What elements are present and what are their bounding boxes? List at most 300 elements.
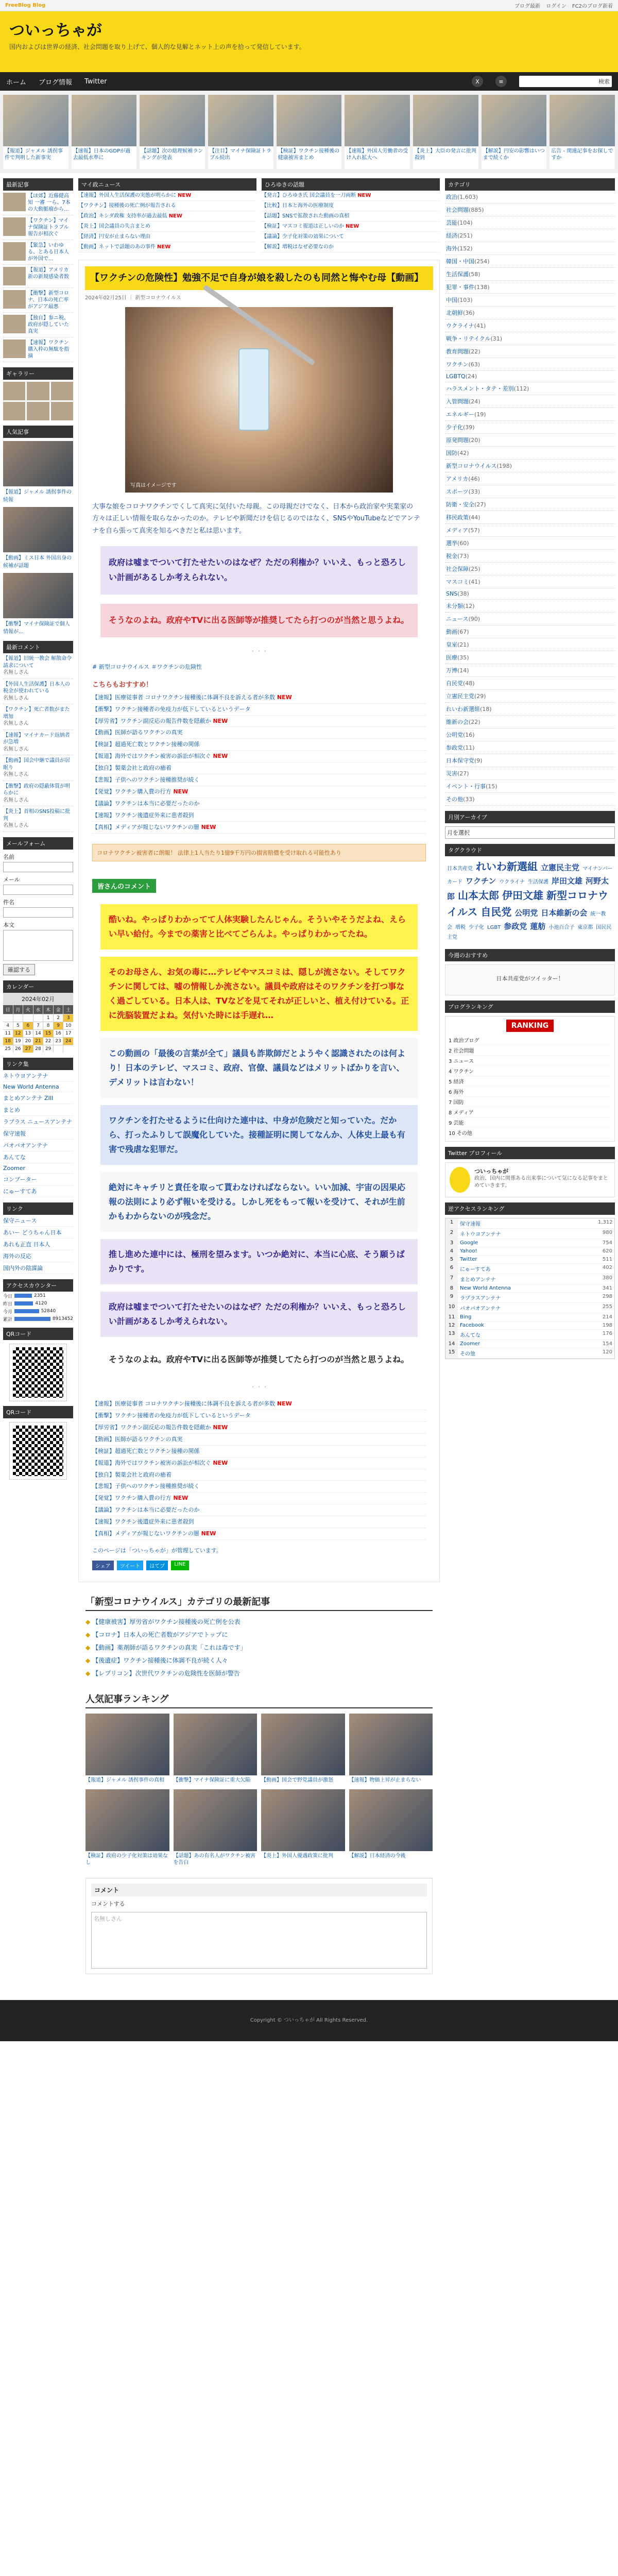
calendar-day[interactable]: 7 (33, 1022, 43, 1029)
tag-link[interactable]: 新型コロナウイルス (447, 889, 609, 918)
reader-comment: ワクチンを打たせるように仕向けた連中は、中身が危険だと知っていた。だから、打ったふりして誤魔化していた。接種証明に関してなんか、人体史上最も有害で残虐な犯罪だ。 (100, 1105, 418, 1165)
related-item[interactable] (92, 1446, 426, 1458)
strip-item[interactable] (345, 95, 410, 169)
access-rank-row[interactable] (445, 1229, 614, 1239)
calendar-day[interactable]: 24 (63, 1038, 73, 1045)
tag-link[interactable]: れいわ新選組 (476, 860, 538, 873)
strip-item[interactable] (482, 95, 547, 169)
sidebar-link[interactable]: Zoomer (3, 1163, 73, 1174)
calendar-day[interactable]: 18 (3, 1038, 13, 1045)
recent-item[interactable] (3, 215, 73, 240)
recent-item[interactable] (3, 313, 73, 337)
category-item[interactable] (445, 281, 615, 294)
related-item[interactable] (92, 727, 426, 739)
strip-item[interactable] (72, 95, 137, 169)
blog-ranking-item[interactable]: 1 政治ブログ (449, 1035, 611, 1045)
category-item[interactable] (445, 613, 615, 625)
category-count: (22) (469, 719, 480, 725)
related-item[interactable] (92, 1504, 426, 1516)
strip-item[interactable] (208, 95, 273, 169)
category-item[interactable] (445, 767, 615, 780)
category-item[interactable] (445, 638, 615, 651)
nav-twitter[interactable]: Twitter (84, 77, 107, 86)
category-name: 税金 (446, 553, 457, 560)
rank-count: 120 (602, 1349, 612, 1355)
gallery-image[interactable] (27, 382, 49, 400)
related-item[interactable] (92, 1422, 426, 1434)
calendar-day[interactable]: 28 (33, 1045, 43, 1053)
news-item[interactable] (262, 242, 440, 252)
body-field[interactable] (3, 930, 73, 961)
related-item[interactable] (92, 751, 426, 762)
comment-text: 【動画】国会中継で議員が居眠り (3, 758, 70, 771)
category-count: (31) (490, 335, 503, 342)
tag-link[interactable]: 立憲民主党 (541, 863, 580, 872)
category-item[interactable] (445, 780, 615, 793)
blog-ranking-item[interactable]: 2 社会問題 (449, 1045, 611, 1056)
news-item[interactable] (262, 211, 440, 222)
related-title: 【検証】超過死亡数とワクチン接種の関係 (92, 1447, 200, 1454)
strip-item[interactable] (140, 95, 205, 169)
news-item[interactable] (78, 222, 256, 232)
category-item[interactable] (445, 255, 615, 268)
related-item[interactable] (92, 1469, 426, 1481)
strip-item[interactable] (413, 95, 478, 169)
category-count: (152) (457, 245, 473, 252)
calendar-day[interactable]: 9 (54, 1022, 63, 1029)
category-name: 新型コロナウイルス (446, 463, 497, 469)
related-item[interactable] (92, 810, 426, 822)
news-item[interactable] (262, 232, 440, 242)
archive-head: 月別アーカイブ (445, 811, 615, 823)
access-rank-row[interactable] (445, 1247, 614, 1256)
calendar-day[interactable]: 13 (23, 1030, 33, 1037)
related-item[interactable] (92, 716, 426, 727)
calendar-day[interactable]: 20 (23, 1038, 33, 1045)
news-item[interactable] (78, 191, 256, 201)
news-item[interactable] (78, 232, 256, 242)
fc2-brand[interactable]: FreeBlog Blog (5, 3, 46, 8)
related-item[interactable] (92, 798, 426, 810)
category-item[interactable] (445, 268, 615, 281)
tag-link[interactable]: ワクチン (466, 876, 496, 886)
category-name: 犯罪・事件 (446, 284, 474, 291)
category-item[interactable] (445, 382, 615, 395)
sidebar-link[interactable]: コンプーター (3, 1174, 73, 1185)
ranking-caption: 【報道】ジャメル 誘拐事件の続報 (3, 489, 72, 503)
access-rank-row[interactable] (445, 1303, 614, 1313)
sidebar-link[interactable]: まとめ (3, 1104, 73, 1116)
site-title[interactable]: ついっちゃが (9, 22, 102, 39)
popular-item[interactable] (349, 1789, 433, 1868)
archive-select[interactable]: 月を選択 (445, 826, 615, 839)
tag-link[interactable]: 日本維新の会 (541, 908, 588, 918)
news-title: 【ワクチン】接種後の死亡例が報告される (78, 203, 176, 209)
news-title: 【話題】SNSで拡散された動画の真相 (262, 213, 350, 219)
ranking-image (3, 441, 73, 486)
tag-link[interactable]: 統一教会 (447, 911, 606, 930)
latest-item[interactable] (78, 1615, 440, 1628)
sidebar-link[interactable]: 海外の反応 (3, 1250, 73, 1262)
popular-item[interactable] (85, 1714, 169, 1785)
recent-item[interactable] (3, 265, 73, 288)
tag-link[interactable]: 岸田文雄 (551, 876, 582, 886)
category-item[interactable] (445, 754, 615, 767)
recent-item[interactable] (3, 191, 73, 215)
top-link-login[interactable]: ログイン (546, 4, 566, 9)
tag-link[interactable]: 増税 (455, 925, 466, 930)
calendar-day[interactable]: 26 (13, 1045, 23, 1053)
category-item[interactable] (445, 294, 615, 307)
tag-link[interactable]: マイナンバーカード (447, 866, 613, 885)
sidebar-link[interactable]: パオパオアンテナ (3, 1140, 73, 1151)
blog-ranking-item[interactable]: 9 芸能 (449, 1117, 611, 1128)
category-name: アメリカ (446, 476, 469, 482)
category-item[interactable] (445, 319, 615, 332)
category-item[interactable] (445, 728, 615, 741)
ranking-logo[interactable]: RANKING (506, 1020, 554, 1032)
news-item[interactable] (262, 222, 440, 232)
rank-number: 12 (445, 1321, 458, 1329)
calendar-day[interactable]: 12 (13, 1030, 23, 1037)
access-row (3, 1300, 73, 1307)
new-badge: NEW (277, 693, 292, 701)
email-field[interactable] (3, 885, 73, 895)
blog-ranking-item[interactable]: 3 ニュース (449, 1056, 611, 1066)
tag-link[interactable]: 河野太郎 (447, 876, 609, 901)
ranking-item[interactable] (3, 573, 73, 636)
ad-banner[interactable]: コロナワクチン被害者に朗報！ 法律上1人当たり1億9千万円の損害賠償を受け取れる可能性あり (92, 844, 426, 861)
category-item[interactable] (445, 395, 615, 408)
comment-form-head: コメント (91, 1884, 427, 1896)
nav-home[interactable]: ホーム (6, 78, 27, 87)
comment-text: 【速報】マイナカード返納者が急増 (3, 732, 70, 745)
tag-link[interactable]: 参政党 (504, 922, 527, 931)
recent-comment[interactable] (3, 755, 73, 781)
sidebar-link[interactable]: ラプラス ニュースアンテナ (3, 1116, 73, 1128)
blog-ranking-item[interactable]: 7 国防 (449, 1097, 611, 1107)
calendar-day[interactable]: 22 (43, 1038, 53, 1045)
new-badge: NEW (178, 193, 192, 198)
links-list (3, 1070, 73, 1197)
access-rank-row[interactable] (445, 1274, 614, 1284)
category-item[interactable] (445, 332, 615, 345)
recent-comment[interactable] (3, 806, 73, 832)
nav-blog-info[interactable]: ブログ情報 (39, 78, 73, 87)
related-item[interactable] (92, 704, 426, 716)
tag-link[interactable]: ウクライナ (499, 879, 525, 885)
sidebar-link[interactable]: あれも正直 日本人 (3, 1239, 73, 1250)
calendar-day[interactable]: 16 (54, 1030, 63, 1037)
popular-item[interactable] (85, 1789, 169, 1868)
popular-caption: 【検証】政府の少子化対策は効果なし (85, 1853, 168, 1866)
news-title: 【解説】増税はなぜ必要なのか (262, 244, 334, 250)
calendar-day[interactable]: 5 (13, 1022, 23, 1029)
category-count: (39) (463, 424, 475, 431)
calendar-day[interactable]: 23 (54, 1038, 63, 1045)
blog-ranking-item[interactable]: 6 海外 (449, 1087, 611, 1097)
tag-link[interactable]: 生活保護 (527, 879, 548, 885)
share-hatena-button[interactable]: はてブ (146, 1561, 168, 1570)
category-count: (41) (474, 323, 486, 329)
access-rank-row[interactable] (445, 1313, 614, 1321)
calendar-day[interactable]: 2 (54, 1014, 63, 1022)
related-item[interactable] (92, 739, 426, 751)
category-item[interactable] (445, 588, 615, 600)
blog-ranking-item[interactable]: 10 その他 (449, 1128, 611, 1138)
recommend-widget[interactable]: 日本共産党がツイッター！ (445, 964, 615, 995)
twitter-profile-card[interactable] (445, 1162, 615, 1197)
blog-ranking-head: ブログランキング (445, 1001, 615, 1013)
calendar-day[interactable]: 17 (63, 1030, 73, 1037)
rank-site: Zoomer (460, 1341, 480, 1347)
reader-comment: この動画の「最後の言葉が全て」議員も詐欺師だとようやく認識されたのは何より！日本のテレビ、マスコミ、政府、官僚、議員などはメリットばかりを言い、デメリットは言わない！ (100, 1038, 418, 1098)
related-item[interactable] (92, 692, 426, 704)
article-title[interactable]: 【ワクチンの危険性】勉強不足で自身が娘を殺したのも同然と悔やむ母【動画】 (85, 266, 433, 290)
category-item[interactable] (445, 472, 615, 485)
x-icon[interactable]: X (472, 76, 483, 87)
access-rank-row[interactable] (445, 1330, 614, 1340)
confirm-button[interactable]: 確認する (3, 964, 35, 975)
category-item[interactable] (445, 204, 615, 216)
related-item[interactable] (92, 1458, 426, 1469)
access-rank-row[interactable] (445, 1284, 614, 1293)
calendar-day[interactable]: 14 (33, 1030, 43, 1037)
strip-item-ad[interactable] (550, 95, 615, 169)
category-item[interactable] (445, 216, 615, 229)
ranking-item[interactable] (3, 441, 73, 504)
search-input[interactable] (519, 76, 612, 87)
recent-item[interactable] (3, 288, 73, 313)
blog-ranking-item[interactable]: 8 メディア (449, 1107, 611, 1117)
calendar-day[interactable]: 6 (23, 1022, 33, 1029)
comment-textarea[interactable]: 名無しさん (91, 1912, 427, 1969)
related-item[interactable] (92, 1398, 426, 1410)
category-item[interactable] (445, 690, 615, 703)
category-name: 政治 (446, 194, 457, 200)
calendar-day[interactable]: 15 (43, 1030, 53, 1037)
blog-ranking-item[interactable]: 4 ワクチン (449, 1066, 611, 1076)
tag-link[interactable]: 自民党 (480, 906, 512, 918)
category-item[interactable] (445, 600, 615, 613)
recent-item[interactable] (3, 337, 73, 362)
top-link-new[interactable]: ブログ最新 (514, 4, 541, 9)
calendar-day[interactable]: 19 (13, 1038, 23, 1045)
category-item[interactable] (445, 793, 615, 806)
recent-item[interactable] (3, 240, 73, 265)
category-item[interactable] (445, 307, 615, 319)
news-item[interactable] (78, 211, 256, 222)
category-item[interactable] (445, 408, 615, 421)
sidebar-link[interactable]: New World Antenna (3, 1082, 73, 1092)
category-item[interactable] (445, 434, 615, 447)
qr-code-image (10, 1422, 66, 1479)
category-name: 万博 (446, 667, 457, 674)
category-item[interactable] (445, 371, 615, 382)
calendar-day[interactable]: 4 (3, 1022, 13, 1029)
name-field[interactable] (3, 862, 73, 872)
calendar-day[interactable]: 27 (23, 1045, 33, 1053)
calendar-day[interactable]: 21 (33, 1038, 43, 1045)
category-item[interactable] (445, 229, 615, 242)
popular-item[interactable] (261, 1789, 345, 1868)
category-count: (48) (463, 680, 475, 687)
category-item[interactable] (445, 703, 615, 716)
recent-comment[interactable] (3, 704, 73, 730)
category-name: 動画 (446, 629, 457, 635)
sidebar-link[interactable]: あんてな (3, 1151, 73, 1163)
access-rank-row[interactable] (445, 1218, 614, 1229)
latest-item[interactable] (78, 1641, 440, 1654)
category-item[interactable] (445, 741, 615, 754)
related-item[interactable] (92, 786, 426, 798)
related-item[interactable] (92, 774, 426, 786)
category-item[interactable] (445, 677, 615, 690)
latest-item[interactable] (78, 1654, 440, 1667)
strip-item[interactable] (3, 95, 68, 169)
category-item[interactable] (445, 716, 615, 728)
calendar-day[interactable]: 8 (43, 1022, 53, 1029)
blog-ranking-item[interactable]: 5 経済 (449, 1076, 611, 1087)
rank-count: 1,312 (598, 1219, 613, 1225)
calendar-day[interactable]: 3 (63, 1014, 73, 1022)
gallery-image[interactable] (3, 402, 25, 420)
related-item[interactable] (92, 1481, 426, 1493)
access-rank-row[interactable] (445, 1321, 614, 1330)
tag-link[interactable]: 小池百合子 (548, 925, 575, 930)
category-item[interactable] (445, 537, 615, 550)
tag-link[interactable]: 山本太郎 (458, 889, 500, 902)
related-item[interactable] (92, 822, 426, 834)
sidebar-link[interactable]: 保守速報 (3, 1128, 73, 1140)
access-rank-row[interactable] (445, 1239, 614, 1247)
related-item[interactable] (92, 1410, 426, 1422)
share-twitter-button[interactable]: ツイート (117, 1561, 144, 1570)
rank-count: 980 (602, 1230, 612, 1235)
article-tags[interactable]: # 新型コロナウイルス ＃ワクチンの危険性 (92, 663, 202, 670)
latest-item[interactable] (78, 1628, 440, 1641)
rank-site: Bing (460, 1314, 472, 1320)
search-button[interactable]: 検索 (598, 78, 610, 85)
category-item[interactable] (445, 447, 615, 460)
sidebar-link[interactable]: 国内外の陰謀論 (3, 1262, 73, 1274)
tag-link[interactable]: 公明党 (514, 908, 538, 918)
popular-item[interactable] (261, 1714, 345, 1785)
access-rank-row[interactable] (445, 1256, 614, 1264)
tag-link[interactable]: 少子化 (469, 925, 484, 930)
category-item[interactable] (445, 625, 615, 638)
calendar-day[interactable]: 11 (3, 1030, 13, 1037)
share-facebook-button[interactable]: シェア (92, 1561, 114, 1570)
news-item[interactable] (78, 201, 256, 211)
recent-comment[interactable] (3, 679, 73, 705)
rss-icon[interactable]: ≡ (495, 76, 507, 87)
gallery-image[interactable] (27, 402, 49, 420)
strip-item[interactable] (277, 95, 342, 169)
share-line-button[interactable]: LINE (171, 1561, 188, 1570)
popular-item[interactable] (174, 1789, 258, 1868)
tag-link[interactable]: 東京都 (577, 925, 593, 930)
tag-link[interactable]: 蓮舫 (530, 922, 546, 931)
category-item[interactable] (445, 524, 615, 537)
top-link-fc2[interactable]: FC2のブログ新着 (572, 4, 613, 9)
news-item[interactable] (262, 191, 440, 201)
related-title: 【報道】海外ではワクチン被害の訴訟が相次ぐ (92, 1459, 211, 1466)
category-item[interactable] (445, 563, 615, 575)
category-item[interactable] (445, 460, 615, 472)
category-item[interactable] (445, 651, 615, 664)
category-item[interactable] (445, 575, 615, 588)
related-title: 【衝撃】ワクチン接種者の免疫力が低下しているというデータ (92, 1412, 251, 1419)
gallery-image[interactable] (51, 382, 73, 400)
related-item[interactable] (92, 762, 426, 774)
recent-comment[interactable] (3, 653, 73, 679)
popular-caption: 【動画】国会で野党議員が激怒 (261, 1777, 333, 1784)
strip-caption: 【速報】日本のGDPが過去最低水準に (73, 148, 131, 161)
recent-comment[interactable] (3, 781, 73, 807)
news-item[interactable] (78, 242, 256, 252)
category-item[interactable] (445, 498, 615, 511)
gallery-image[interactable] (51, 402, 73, 420)
tag-link[interactable]: 日本共産党 (447, 866, 473, 872)
ranking-item[interactable] (3, 507, 73, 570)
access-value: 4120 (35, 1301, 47, 1306)
category-item[interactable] (445, 242, 615, 255)
related-item[interactable] (92, 1493, 426, 1504)
access-rank-row[interactable] (445, 1264, 614, 1274)
access-ranking-head: 逆アクセスランキング (445, 1202, 615, 1215)
sidebar-link[interactable]: まとめアンテナ ZIII (3, 1092, 73, 1104)
category-item[interactable] (445, 191, 615, 204)
category-item[interactable] (445, 485, 615, 498)
tag-link[interactable]: 国民民主党 (447, 925, 612, 940)
category-item[interactable] (445, 345, 615, 358)
related-item[interactable] (92, 1434, 426, 1446)
news-item[interactable] (262, 201, 440, 211)
access-rank-row[interactable] (445, 1293, 614, 1303)
gallery-image[interactable] (3, 382, 25, 400)
related-item[interactable] (92, 1516, 426, 1528)
rank-count: 214 (602, 1314, 612, 1320)
popular-item[interactable] (174, 1714, 258, 1785)
sidebar-link[interactable]: にゅーすてあ (3, 1185, 73, 1197)
access-rank-row[interactable] (445, 1348, 614, 1359)
access-rank-row[interactable] (445, 1340, 614, 1348)
related-item[interactable] (92, 1528, 426, 1540)
category-name: 防衛・安全 (446, 501, 474, 508)
popular-item[interactable] (349, 1714, 433, 1785)
subject-field[interactable] (3, 907, 73, 918)
category-item[interactable] (445, 358, 615, 371)
category-item[interactable] (445, 421, 615, 434)
tag-link[interactable]: LGBT (487, 925, 501, 930)
calendar-day[interactable]: 10 (63, 1022, 73, 1029)
tag-link[interactable]: 伊田文雄 (502, 889, 544, 902)
category-count: (138) (474, 284, 490, 291)
sidebar-link[interactable]: あいー どうちゃん日本 (3, 1227, 73, 1239)
calendar-day[interactable]: 25 (3, 1045, 13, 1053)
category-item[interactable] (445, 511, 615, 524)
calendar-day[interactable]: 29 (43, 1045, 53, 1053)
latest-item[interactable] (78, 1667, 440, 1680)
sidebar-link[interactable]: ネトウヨアンテナ (3, 1070, 73, 1082)
recent-comment[interactable] (3, 730, 73, 756)
calendar-day[interactable]: 1 (43, 1014, 53, 1022)
category-item[interactable] (445, 550, 615, 563)
rank-number: 14 (445, 1340, 458, 1348)
sidebar-link[interactable]: 保守ニュース (3, 1215, 73, 1227)
category-item[interactable] (445, 664, 615, 677)
